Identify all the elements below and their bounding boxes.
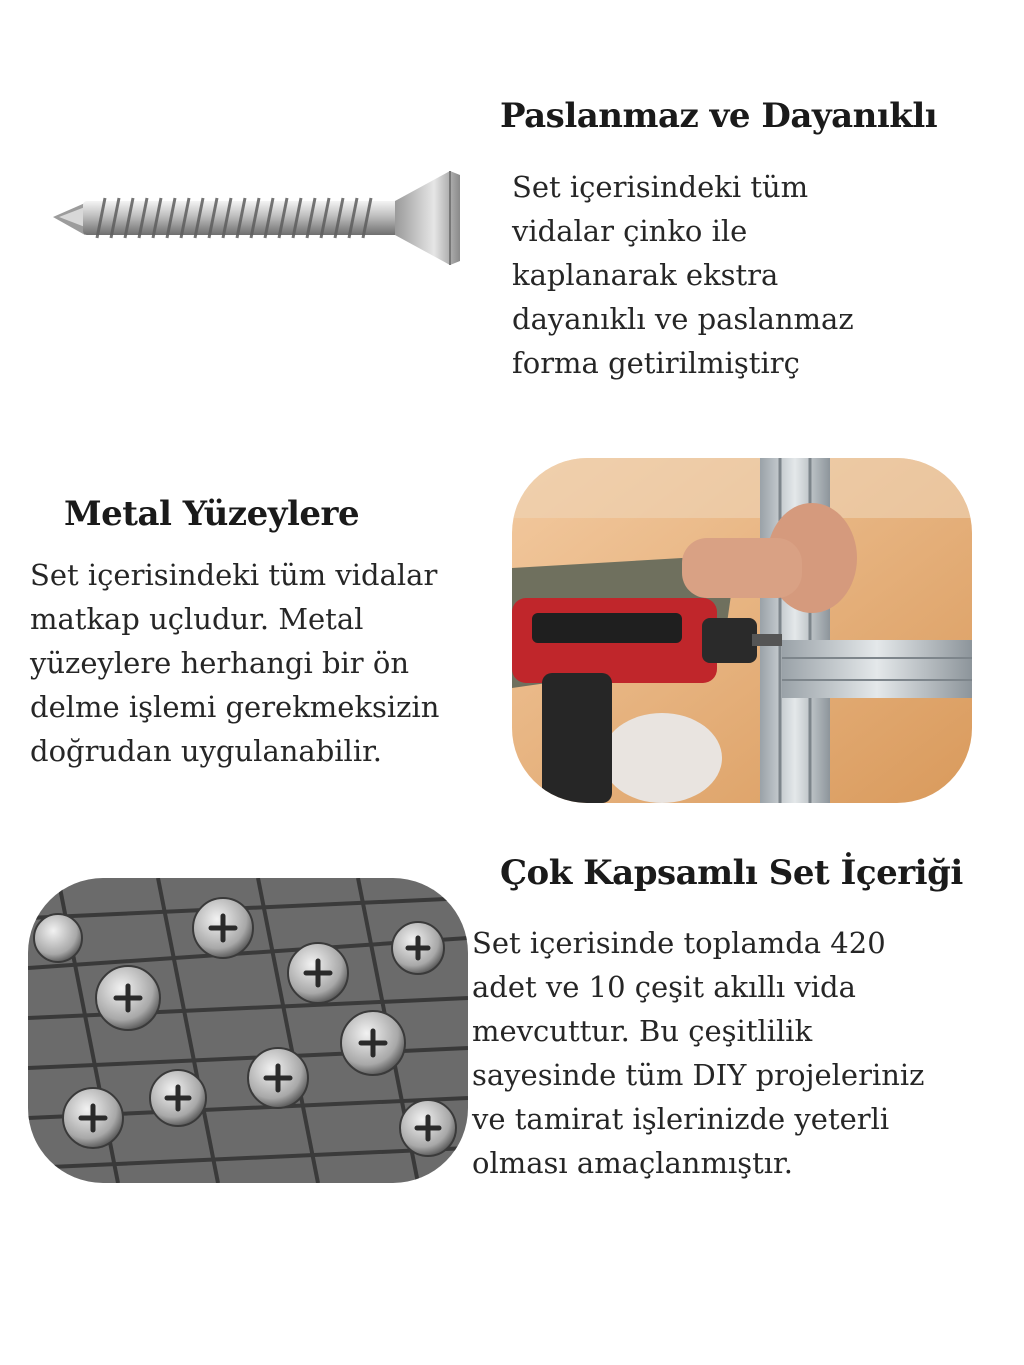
section-text-set-contents: Set içerisinde toplamda 420 adet ve 10 çeşit akıllı vida mevcuttur. Bu çeşitlilik sayesinde tüm DIY projeleriniz ve tamirat işlerinizde yeterli olması amaçlanmıştır. (472, 926, 925, 1180)
drill-on-metal-profile-icon (512, 458, 972, 803)
section-text-metal-surfaces: Set içerisindeki tüm vidalar matkap uçludur. Metal yüzeylere herhangi bir ön delme işlemi gerekmeksizin doğrudan uygulanabilir. (30, 558, 440, 768)
screw-pile-icon (28, 878, 468, 1183)
section-heading-set-contents: Çok Kapsamlı Set İçeriği (500, 853, 963, 893)
section-text-stainless: Set içerisindeki tüm vidalar çinko ile kaplanarak ekstra dayanıklı ve paslanmaz forma getirilmiştirç (512, 170, 854, 380)
section-heading-stainless: Paslanmaz ve Dayanıklı (500, 96, 938, 136)
self-drilling-screw-icon (45, 165, 465, 275)
section-heading-metal-surfaces: Metal Yüzeylere (64, 494, 360, 534)
